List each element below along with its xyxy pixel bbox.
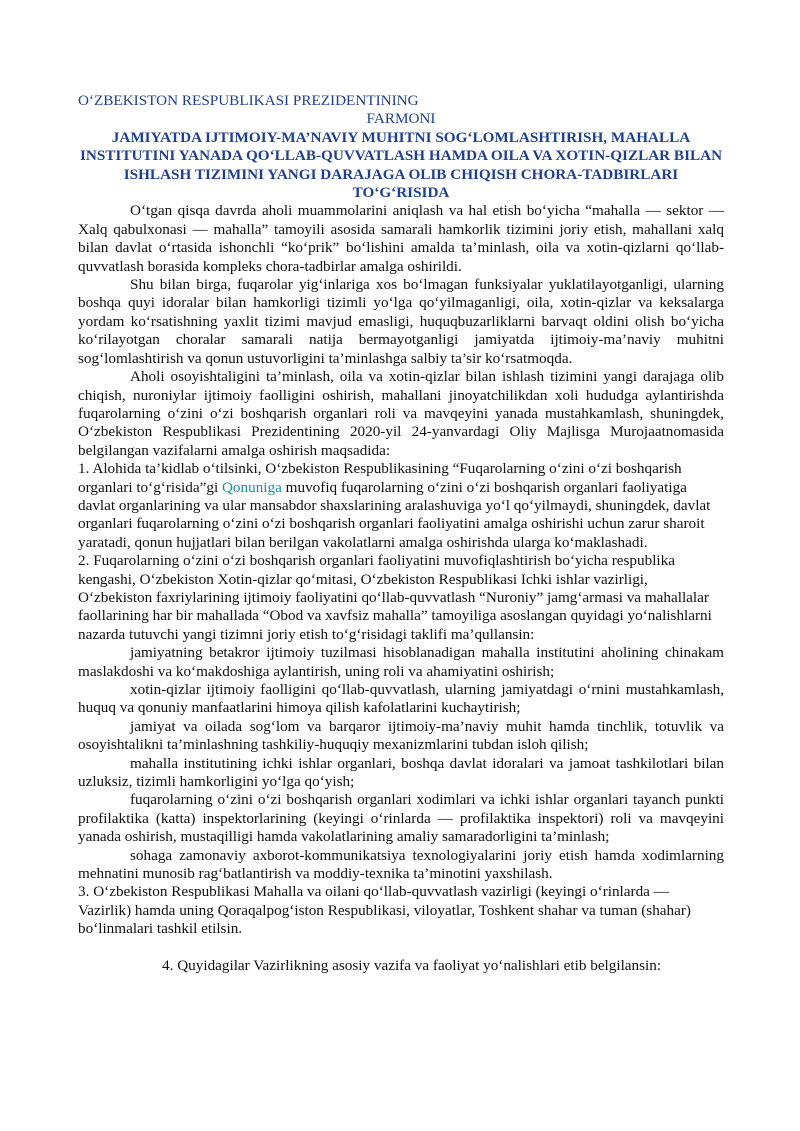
item-1 bbox=[78, 460, 724, 552]
direction-item: mahalla institutining ichki ishlar organlari, boshqa davlat idoralari va jamoat tashkilotlari bilan uzluksiz, tizimli hamkorligini yo‘lga qo‘yish; bbox=[78, 754, 724, 791]
direction-item: jamiyatning betakror ijtimoiy tuzilmasi hisoblanadigan mahalla institutini aholining chinakam maslakdoshi va ko‘makdoshiga aylantirish, uning roli va ahamiyatini oshirish; bbox=[78, 644, 724, 680]
intro-paragraph: Aholi osoyishtaligini ta’minlash, oila va xotin-qizlar bilan ishlash tizimini yangi darajaga olib chiqish, nuroniylar ijtimoiy faolligini oshirish, mahallani jinoyatchilikdan xoli hududga aylantirishda fuqarolarning o‘zini o‘zi boshqarish organlari roli va mavqeyini yanada mustahkamlash, shuningdek, O‘zbekiston Respublikasi Prezidentining 2020-yil 24-yanvardagi Oliy Majlisga Murojaatnomasida belgilangan vazifalarni amalga oshirish maqsadida: bbox=[78, 368, 724, 459]
direction-item: fuqarolarning o‘zini o‘zi boshqarish organlari xodimlari va ichki ishlar organlari tayanch punkti profilaktika (katta) inspektorlarining (keyingi o‘rinlarda — profilaktika inspektori) roli va mavqeyini yanada oshirish, mustaqilligi hamda vakolatlarining amaliy samaradorligini ta’minlash; bbox=[78, 791, 724, 846]
item-1-text-end: muvofiq fuqarolarning o‘zini o‘zi boshqarish organlari faoliyatiga davlat organlarining va ular mansabdor shaxslarining aralashuviga yo‘l qo‘yilmaydi, shuningdek, davlat organlari fuqarolarning o‘zini o‘zi boshqarish organlari faoliyatini amalga oshirishi uchun zarur sharoit yaratadi, qonun hujjatlari bilan berilgan vakolatlarni amalga oshirishda ularga ko‘maklashadi. bbox=[78, 478, 711, 551]
intro-paragraph: O‘tgan qisqa davrda aholi muammolarini aniqlash va hal etish bo‘yicha “mahalla — sektor — Xalq qabulxonasi — mahalla” tamoyili asosida samarali hamkorlik tizimini joriy etish, mahallani xalq bilan davlat o‘rtasida ishonchli “ko‘prik” bo‘lishini amalda ta’minlash, oila va xotin-qizlarni qo‘llab-quvvatlash borasida kompleks chora-tadbirlar amalga oshirildi. bbox=[78, 202, 724, 275]
decree-type: FARMONI bbox=[366, 110, 436, 128]
direction-item: sohaga zamonaviy axborot-kommunikatsiya texnologiyalarini joriy etish hamda xodimlarning mehnatini munosib rag‘batlantirish va moddiy-texnika ta’minotini yaxshilash. bbox=[78, 846, 724, 883]
law-link[interactable]: Qonuniga bbox=[221, 478, 282, 496]
item-2: 2. Fuqarolarning o‘zini o‘zi boshqarish organlari faoliyatini muvofiqlashtirish bo‘yicha respublika kengashi, O‘zbekiston Xotin-qizlar qo‘mitasi, O‘zbekiston Respublikasi Ichki ishlar vazirligi, O‘zbekiston faxriylarining ijtimoiy faoliyatini qo‘llab-quvvatlash “Nuroniy” jamg‘armasi va mahallalar faollarining har bir mahallada “Obod va xavfsiz mahalla” tamoyiliga asoslangan quyidagi yo‘nalishlarni nazarda tutuvchi yangi tizimni joriy etish to‘g‘risidagi taklifi ma’qullansin: bbox=[78, 552, 712, 643]
item-3: 3. O‘zbekiston Respublikasi Mahalla va oilani qo‘llab-quvvatlash vazirligi (keyingi o‘rinlarda — Vazirlik) hamda uning Qoraqalpog‘iston Respublikasi, viloyatlar, Toshkent shahar va tuman (shahar) bo‘linmalari tashkil etilsin. bbox=[78, 883, 691, 938]
intro-paragraph: Shu bilan birga, fuqarolar yig‘inlariga xos bo‘lmagan funksiyalar yuklatilayotganligi, ularning boshqa quyi idoralar bilan hamkorligi tizimli yo‘lga qo‘yilmaganligi, oila, xotin-qizlar va keksalarga yordam ko‘rsatishning yaxlit tizimi mavjud emasligi, huquqbuzarliklarni barvaqt oldini olish bo‘yicha ko‘rilayotgan choralar samarali natija bermayotganligi jamiyatda ijtimoiy-ma’naviy muhitni sog‘lomlashtirish va qonun ustuvorligini ta’minlashga salbiy ta’sir ko‘rsatmoqda. bbox=[78, 276, 724, 367]
decree-issuer: O‘ZBEKISTON RESPUBLIKASI PREZIDENTINING bbox=[78, 92, 419, 109]
item-4: 4. Quyidagilar Vazirlikning asosiy vazifa va faoliyat yo‘nalishlari etib belgilansin: bbox=[162, 956, 662, 974]
direction-item: jamiyat va oilada sog‘lom va barqaror ijtimoiy-ma’naviy muhit hamda tinchlik, totuvlik va osoyishtalikni ta’minlashning tashkiliy-huquqiy mexanizmlarini tubdan isloh qilish; bbox=[78, 717, 724, 754]
decree-title: JAMIYATDA IJTIMOIY-MA’NAVIY MUHITNI SOG‘LOMLASHTIRISH, MAHALLA INSTITUTINI YANADA QO‘LLAB-QUVVATLASH HAMDA OILA VA XOTIN-QIZLAR BILAN ISHLASH TIZIMINI YANGI DARAJAGA OLIB CHIQISH CHORA-TADBIRLARI TO‘G‘RISIDA bbox=[79, 128, 723, 202]
document-page bbox=[78, 92, 724, 975]
direction-item: xotin-qizlar ijtimoiy faolligini qo‘llab-quvvatlash, ularning jamiyatdagi o‘rnini mustahkamlash, huquq va qonuniy manfaatlarini himoya qilish kafolatlarini kuchaytirish; bbox=[78, 681, 724, 717]
item-1-text-start: 1. Alohida ta’kidlab o‘tilsinki, O‘zbekiston Respublikasining “Fuqarolarning o‘zini o‘zi boshqarish organlari to‘g‘risida”gi bbox=[78, 460, 682, 496]
